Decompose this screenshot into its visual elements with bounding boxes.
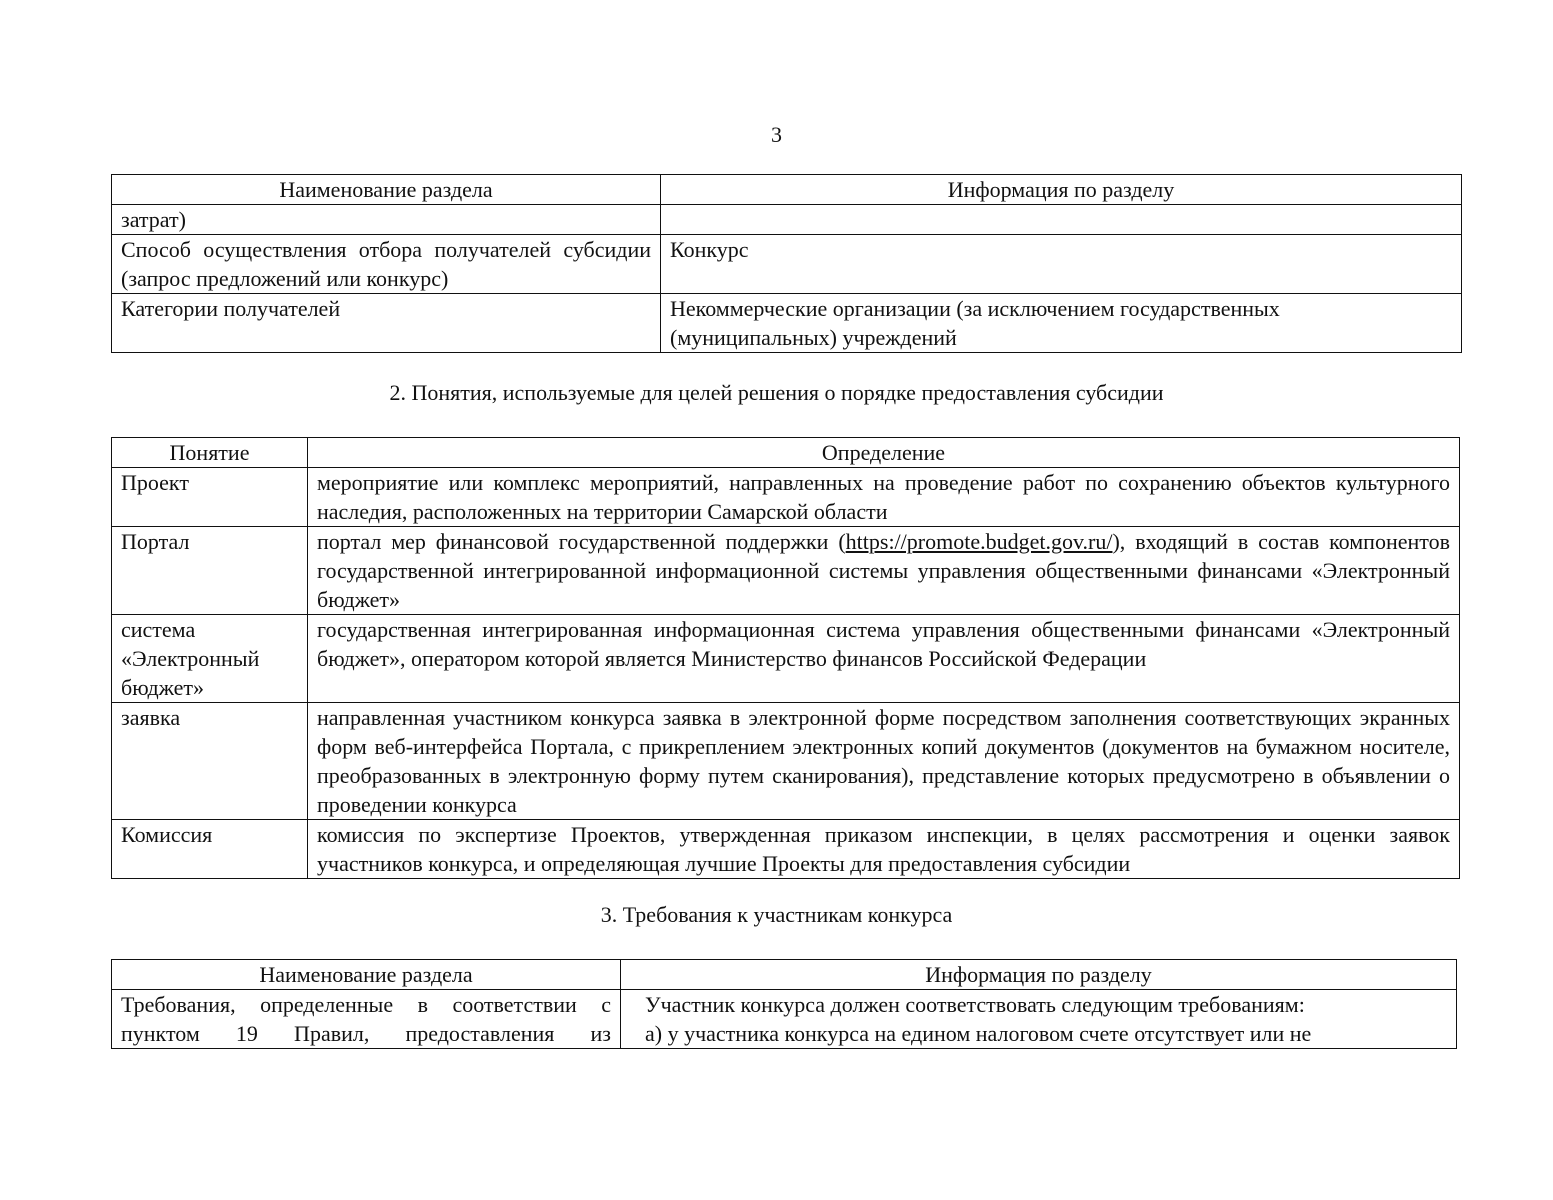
column-header-info: Информация по разделу [621,960,1457,990]
term: заявка [112,703,308,820]
row-info [661,205,1462,235]
row-info-line: Участник конкурса должен соответствовать следующим требованиям: [645,992,1305,1017]
table-header-row [112,175,1462,205]
row-name-line: пунктом 19 Правил, предоставления из [121,1021,611,1046]
table-header-row [112,960,1457,990]
section-2-heading: 2. Понятия, используемые для целей решения о порядке предоставления субсидии [389,380,1164,405]
row-name-line: Требования, определенные в соответствии с [121,992,611,1017]
definition-text: ), входящий в состав компонентов государственной интегрированной информационной системы управления общественными финансами «Электронный бюджет» [317,529,1450,612]
table-header-row [112,438,1460,468]
table-row [112,990,1457,1049]
page-number: 3 [771,122,782,147]
requirements-table [111,959,1457,1049]
table-row [112,468,1460,527]
column-header-term: Понятие [112,438,308,468]
row-info [621,990,1457,1049]
table-row [112,294,1462,353]
table-row [112,703,1460,820]
row-name: Категории получателей [112,294,661,353]
table-row [112,205,1462,235]
table-row [112,527,1460,615]
term: система «Электронный бюджет» [112,615,308,703]
term: Проект [112,468,308,527]
term: Комиссия [112,820,308,879]
column-header-name: Наименование раздела [112,175,661,205]
definition: мероприятие или комплекс мероприятий, направленных на проведение работ по сохранению объектов культурного наследия, расположенных на территории Самарской области [308,468,1460,527]
definition: направленная участником конкурса заявка в электронной форме посредством заполнения соответствующих экранных форм веб-интерфейса Портала, с прикреплением электронных копий документов (документов на бумажном носителе, преобразованных в электронную форму путем сканирования), представление которых предусмотрено в объявлении о проведении конкурса [308,703,1460,820]
definitions-table [111,437,1460,879]
table-row [112,235,1462,294]
row-info: Некоммерческие организации (за исключением государственных (муниципальных) учреждений [661,294,1462,353]
row-info-line: а) у участника конкурса на едином налоговом счете отсутствует или не [645,1021,1312,1046]
table-row [112,615,1460,703]
term: Портал [112,527,308,615]
definition: комиссия по экспертизе Проектов, утвержденная приказом инспекции, в целях рассмотрения и оценки заявок участников конкурса, и определяющая лучшие Проекты для предоставления субсидии [308,820,1460,879]
table-row [112,820,1460,879]
definition [308,527,1460,615]
row-info: Конкурс [661,235,1462,294]
row-name [112,990,621,1049]
row-name: затрат) [112,205,661,235]
definition: государственная интегрированная информационная система управления общественными финансами «Электронный бюджет», оператором которой является Министерство финансов Российской Федерации [308,615,1460,703]
row-name: Способ осуществления отбора получателей субсидии (запрос предложений или конкурс) [112,235,661,294]
portal-link[interactable]: https://promote.budget.gov.ru/ [845,529,1113,554]
section-3-heading: 3. Требования к участникам конкурса [600,902,953,927]
section-info-table [111,174,1462,353]
column-header-definition: Определение [308,438,1460,468]
column-header-name: Наименование раздела [112,960,621,990]
column-header-info: Информация по разделу [661,175,1462,205]
definition-text: портал мер финансовой государственной поддержки ( [317,529,846,554]
